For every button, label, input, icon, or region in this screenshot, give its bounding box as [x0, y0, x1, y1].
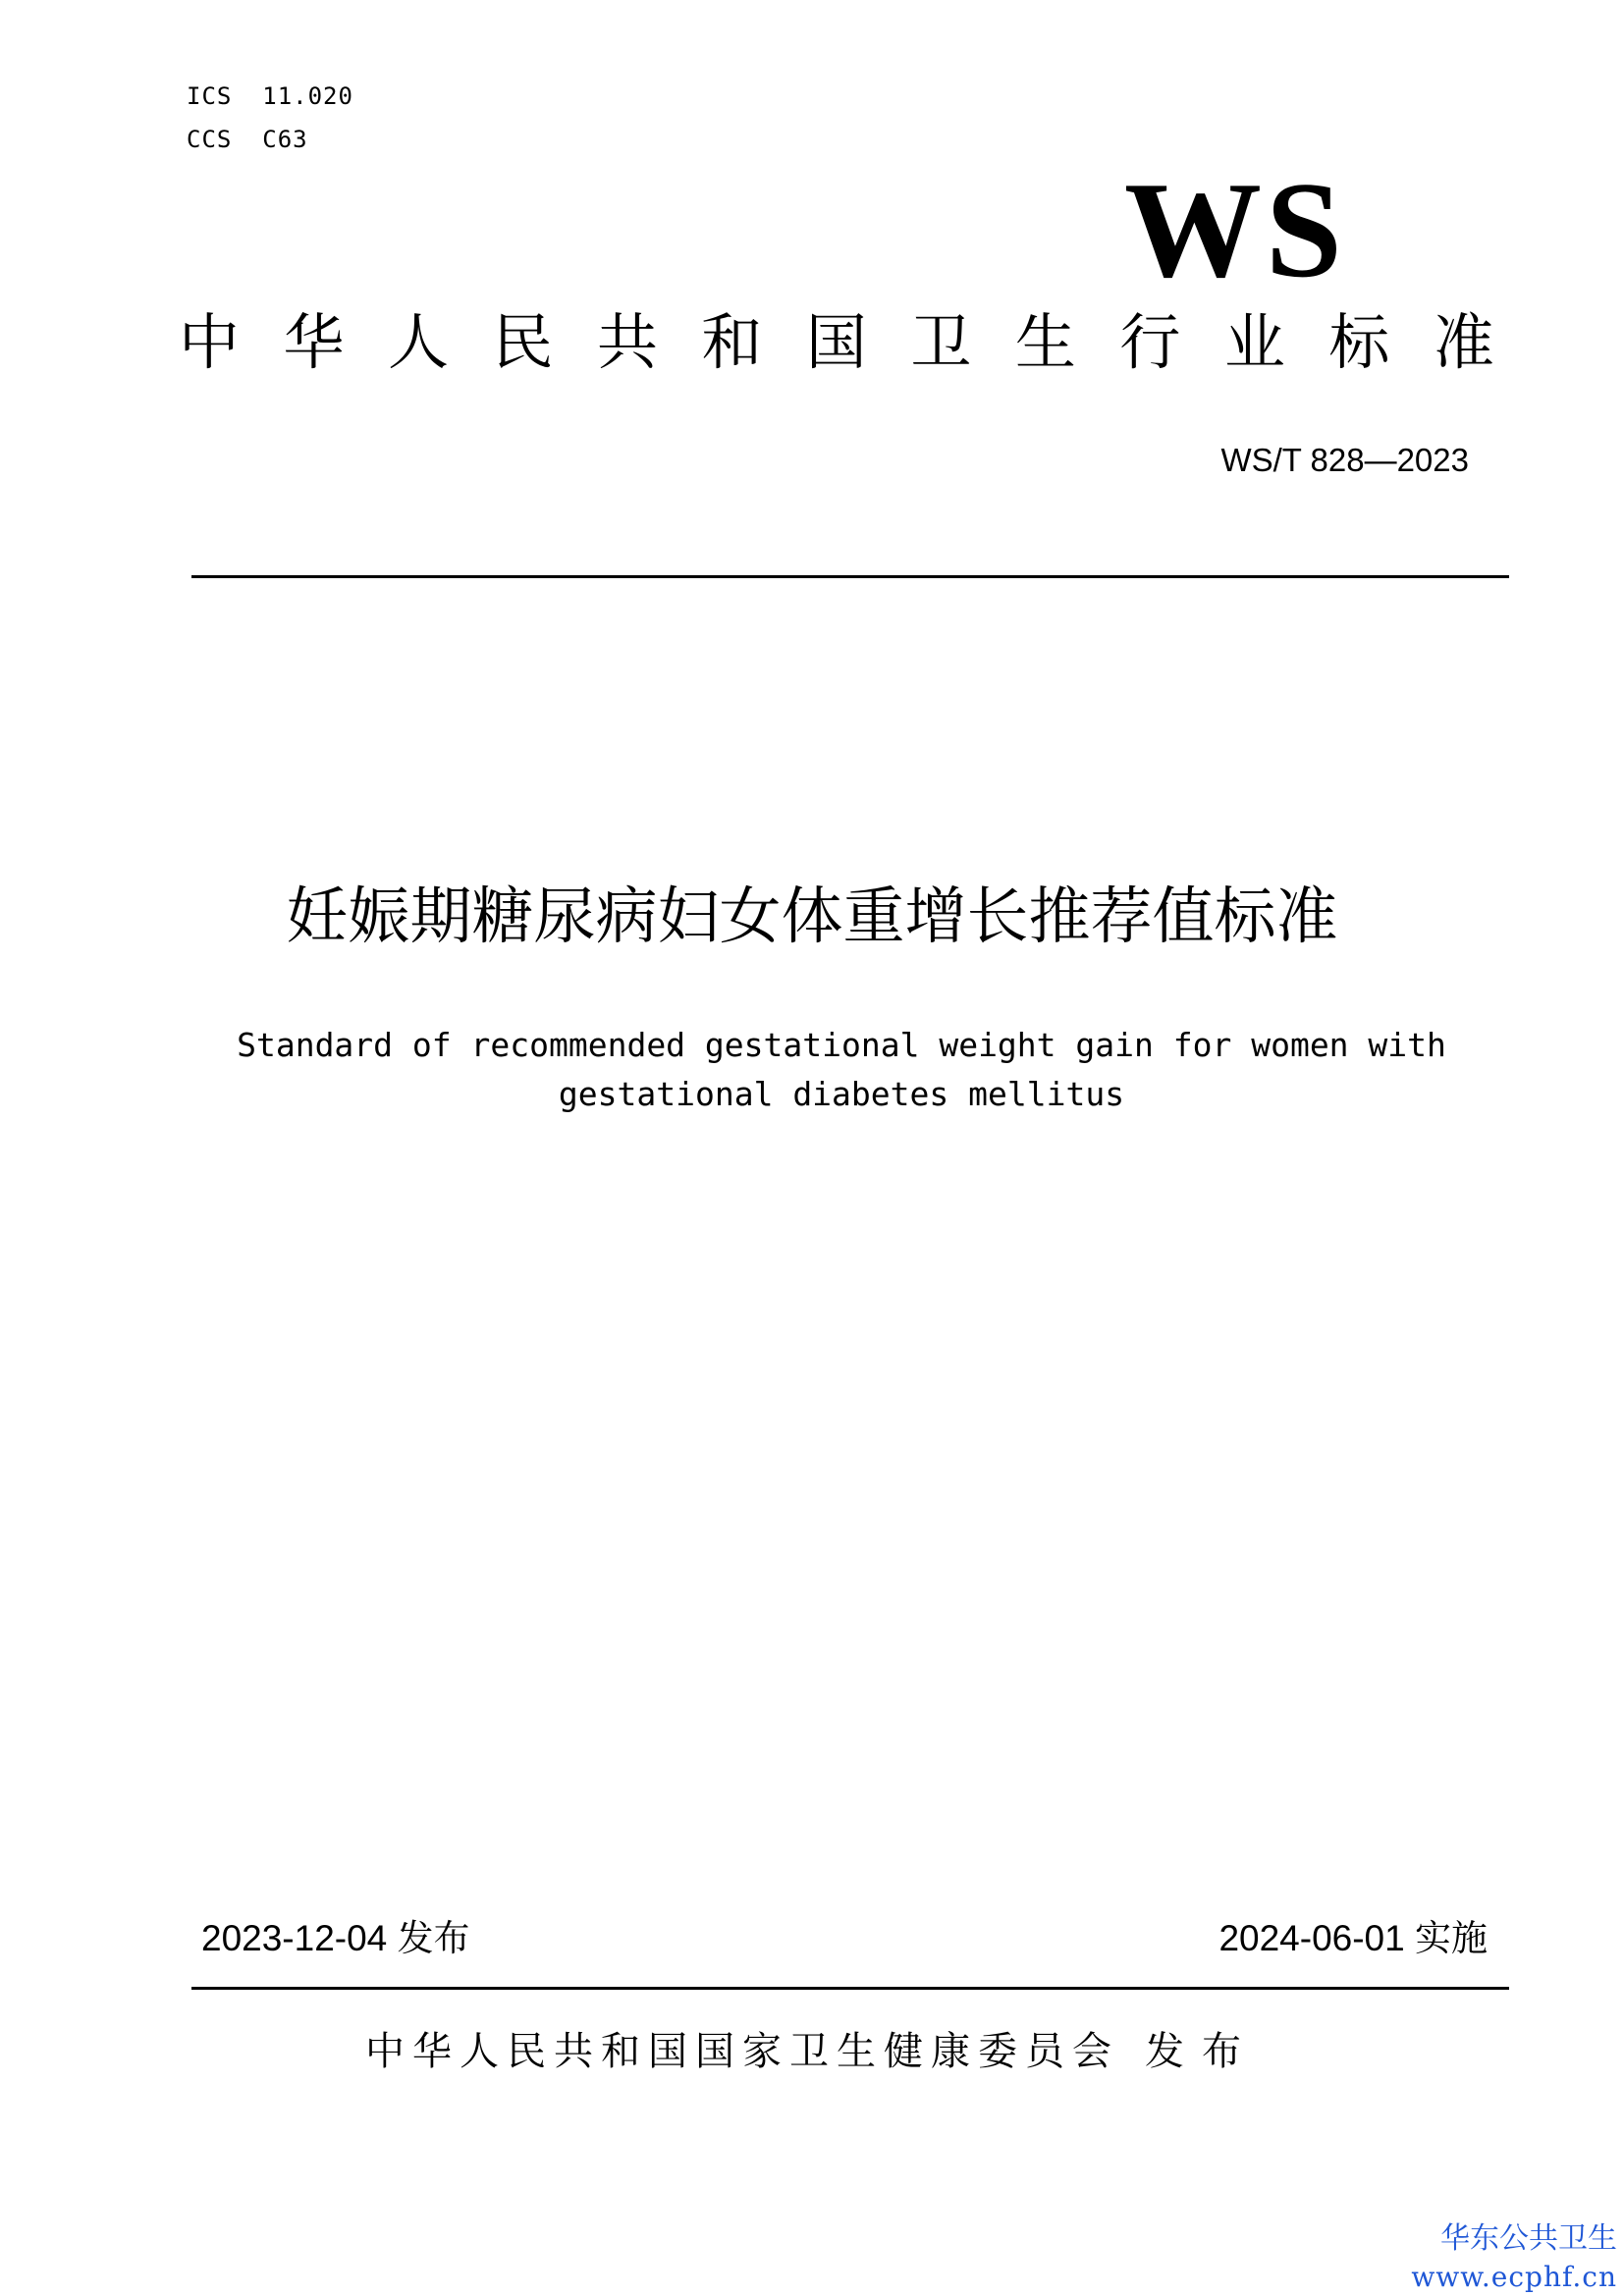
category-char: 中: [179, 306, 241, 378]
document-title-english: [223, 1021, 1460, 1119]
watermark-url: www.ecphf.cn: [1411, 2261, 1617, 2293]
category-char: 标: [1328, 306, 1390, 378]
ccs-code: CCS C63: [187, 126, 308, 153]
watermark-name: 华东公共卫生: [1440, 2221, 1617, 2256]
category-char: 生: [1014, 306, 1076, 378]
ws-logo-mark: WS: [1124, 154, 1346, 306]
category-char: 民: [492, 306, 554, 378]
english-title-line: Standard of recommended gestational weight gain for women with: [237, 1026, 1446, 1064]
category-char: 卫: [910, 306, 972, 378]
publish-action: 发布: [1145, 2029, 1259, 2074]
standard-category-heading: [179, 306, 1494, 378]
category-char: 业: [1223, 306, 1285, 378]
standard-number: WS/T 828—2023: [1220, 442, 1469, 478]
ics-code: ICS 11.020: [187, 82, 353, 110]
category-char: 准: [1433, 306, 1494, 378]
publisher-line: [0, 2029, 1624, 2074]
document-title-chinese: 妊娠期糖尿病妇女体重增长推荐值标准: [286, 881, 1338, 952]
category-char: 共: [596, 306, 658, 378]
english-title-line: gestational diabetes mellitus: [558, 1075, 1125, 1113]
category-char: 人: [387, 306, 449, 378]
top-divider: [191, 575, 1509, 578]
category-char: 华: [283, 306, 345, 378]
category-char: 行: [1119, 306, 1181, 378]
category-char: 和: [701, 306, 763, 378]
issue-date: 2023-12-04 发布: [201, 1918, 470, 1958]
publisher-name: 中华人民共和国国家卫生健康委员会: [365, 2029, 1119, 2074]
implementation-date: 2024-06-01 实施: [1218, 1918, 1488, 1958]
bottom-divider: [191, 1987, 1509, 1990]
site-watermark: [1399, 2221, 1617, 2293]
category-char: 国: [805, 306, 867, 378]
